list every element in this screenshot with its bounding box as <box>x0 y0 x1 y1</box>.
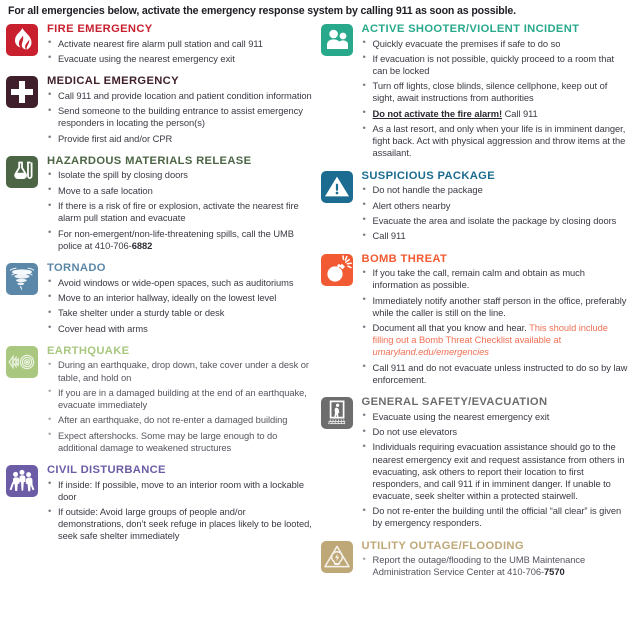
icon-wrap-bomb-threat <box>321 253 357 286</box>
page-banner: For all emergencies below, activate the emergency response system by calling 911 as soon as possible. <box>8 5 516 17</box>
bullet-item: • Evacuate using the nearest emergency exit <box>362 411 629 423</box>
bullet-item: • Call 911 <box>362 230 629 242</box>
section-general-safety-evacuation <box>321 396 629 533</box>
icon-wrap-fire-emergency <box>6 23 42 56</box>
bullet-item: • If you take the call, remain calm and obtain as much information as possible. <box>362 267 629 291</box>
bullet-item: • During an earthquake, drop down, take cover under a desk or table, and hold on <box>47 359 313 383</box>
icon-wrap-active-shooter-violent-incident <box>321 23 357 56</box>
exit-door-icon <box>321 397 353 429</box>
bullet-item: • Do not use elevators <box>362 426 629 438</box>
flame-icon <box>6 24 38 56</box>
bullet-list-civil-disturbance <box>47 479 313 543</box>
icon-wrap-earthquake <box>6 345 42 378</box>
bullet-item: • Call 911 and do not evacuate unless instructed to do so by law enforcement. <box>362 362 629 386</box>
section-body-general-safety-evacuation <box>357 396 629 533</box>
bullet-item: • Cover head with arms <box>47 323 313 335</box>
icon-wrap-tornado <box>6 262 42 295</box>
bullet-list-suspicious-package <box>362 184 629 242</box>
section-civil-disturbance <box>6 464 313 546</box>
flask-icon <box>6 156 38 188</box>
section-body-civil-disturbance <box>42 464 313 546</box>
bullet-item: • As a last resort, and only when your life is in imminent danger, fight back. Act with physical aggression and throw items at the assailant. <box>362 123 629 159</box>
two-people-icon <box>321 24 353 56</box>
bullet-item: • Alert others nearby <box>362 200 629 212</box>
bullet-item: • If you are in a damaged building at the end of an earthquake, evacuate immediately <box>47 387 313 411</box>
bullet-item: • Avoid windows or wide-open spaces, such as auditoriums <box>47 277 313 289</box>
bullet-item: • Expect aftershocks. Some may be large enough to do additional damage to weakened structures <box>47 430 313 454</box>
bullet-list-bomb-threat <box>362 267 629 386</box>
bullet-list-tornado <box>47 277 313 335</box>
section-body-active-shooter-violent-incident <box>357 23 629 163</box>
section-body-medical-emergency <box>42 75 313 148</box>
bullet-list-medical-emergency <box>47 90 313 145</box>
section-title-general-safety-evacuation: GENERAL SAFETY/EVACUATION <box>361 396 548 409</box>
bullet-item: • Evacuate using the nearest emergency exit <box>47 53 313 65</box>
section-utility-outage-flooding <box>321 540 629 582</box>
section-body-fire-emergency <box>42 23 313 68</box>
bullet-item: • If inside: If possible, move to an interior room with a lockable door <box>47 479 313 503</box>
section-hazardous-materials-release <box>6 155 313 255</box>
bullet-item: • Move to an interior hallway, ideally on the lowest level <box>47 292 313 304</box>
section-tornado <box>6 262 313 338</box>
section-title-bomb-threat: BOMB THREAT <box>361 252 448 265</box>
bullet-item: • After an earthquake, do not re-enter a damaged building <box>47 414 313 426</box>
bullet-item: • If outside: Avoid large groups of people and/or demonstrations, don’t seek refuge in places likely to be looted, seek safe shelter immediately <box>47 506 313 542</box>
icon-wrap-general-safety-evacuation <box>321 396 357 429</box>
section-title-utility-outage-flooding: UTILITY OUTAGE/FLOODING <box>361 539 524 552</box>
section-body-hazardous-materials-release <box>42 155 313 255</box>
bullet-item: • If there is a risk of fire or explosion, activate the nearest fire alarm pull station and evacuate <box>47 200 313 224</box>
section-title-fire-emergency: FIRE EMERGENCY <box>47 23 153 35</box>
bullet-item: • Call 911 and provide location and patient condition information <box>47 90 313 102</box>
section-suspicious-package <box>321 170 629 246</box>
two-column-layout <box>6 23 629 589</box>
bullet-item: • Isolate the spill by closing doors <box>47 169 313 181</box>
bomb-icon <box>321 254 353 286</box>
warning-triangle-icon <box>321 171 353 203</box>
bullet-item: • For non-emergent/non-life-threatening spills, call the UMB police at 410-706-6882 <box>47 228 313 252</box>
tornado-icon <box>6 263 38 295</box>
bullet-item: • Provide first aid and/or CPR <box>47 133 313 145</box>
section-medical-emergency <box>6 75 313 148</box>
section-body-suspicious-package <box>357 170 629 246</box>
bullet-item: • If evacuation is not possible, quickly proceed to a room that can be locked <box>362 53 629 77</box>
section-title-active-shooter-violent-incident: ACTIVE SHOOTER/VIOLENT INCIDENT <box>361 23 580 35</box>
bullet-item: • Take shelter under a sturdy table or desk <box>47 307 313 319</box>
bullet-list-active-shooter-violent-incident <box>362 38 629 160</box>
bullet-list-hazardous-materials-release <box>47 169 313 251</box>
bullet-emphasis: 6882 <box>131 240 153 251</box>
section-title-earthquake: EARTHQUAKE <box>47 344 130 357</box>
bullet-item: • Report the outage/flooding to the UMB Maintenance Administration Service Center at 410-706-7570 <box>362 554 629 578</box>
bullet-item: • Document all that you know and hear. This should include filling out a Bomb Threat Checklist available at umaryland.edu/emergencies <box>362 322 629 358</box>
section-bomb-threat <box>321 253 629 390</box>
bullet-item: • Move to a safe location <box>47 185 313 197</box>
medical-cross-icon <box>6 76 38 108</box>
bullet-emphasis[interactable]: umaryland.edu/emergencies <box>372 347 489 358</box>
bullet-list-fire-emergency <box>47 38 313 65</box>
section-title-medical-emergency: MEDICAL EMERGENCY <box>47 75 179 88</box>
bullet-item: • Evacuate the area and isolate the package by closing doors <box>362 215 629 227</box>
bullet-item: • Turn off lights, close blinds, silence cellphone, keep out of sight, await instructions from authorities <box>362 80 629 104</box>
bullet-list-general-safety-evacuation <box>362 411 629 530</box>
left-column <box>6 23 315 553</box>
crowd-people-icon <box>6 465 38 497</box>
bullet-emphasis: This should include filling out a Bomb Threat Checklist available at <box>372 323 608 346</box>
bullet-item: • Activate nearest fire alarm pull station and call 911 <box>47 38 313 50</box>
section-fire-emergency <box>6 23 313 68</box>
section-title-civil-disturbance: CIVIL DISTURBANCE <box>47 464 166 477</box>
bullet-emphasis: Do not activate the fire alarm! <box>372 108 503 119</box>
utility-bulb-icon <box>321 541 353 573</box>
section-body-tornado <box>42 262 313 338</box>
section-earthquake <box>6 345 313 457</box>
section-title-suspicious-package: SUSPICIOUS PACKAGE <box>361 169 496 182</box>
bullet-item: • Do not re-enter the building until the official “all clear” is given by emergency responders. <box>362 505 629 529</box>
icon-wrap-civil-disturbance <box>6 464 42 497</box>
bullet-item: • Send someone to the building entrance to assist emergency responders in locating the person(s) <box>47 105 313 129</box>
bullet-item: • Do not activate the fire alarm! Call 911 <box>362 108 629 120</box>
section-body-bomb-threat <box>357 253 629 390</box>
icon-wrap-medical-emergency <box>6 75 42 108</box>
bullet-list-earthquake <box>47 359 313 454</box>
icon-wrap-utility-outage-flooding <box>321 540 357 573</box>
right-column <box>321 23 629 589</box>
bullet-emphasis: 7570 <box>544 567 565 578</box>
bullet-item: • Quickly evacuate the premises if safe to do so <box>362 38 629 50</box>
section-title-hazardous-materials-release: HAZARDOUS MATERIALS RELEASE <box>47 154 252 167</box>
bullet-item: • Do not handle the package <box>362 184 629 196</box>
section-body-earthquake <box>42 345 313 457</box>
section-title-tornado: TORNADO <box>47 262 106 275</box>
seismic-wave-icon <box>6 346 38 378</box>
bullet-item: • Immediately notify another staff person in the office, preferably while the caller is still on the line. <box>362 295 629 319</box>
icon-wrap-hazardous-materials-release <box>6 155 42 188</box>
section-active-shooter-violent-incident <box>321 23 629 163</box>
bullet-list-utility-outage-flooding <box>362 554 629 578</box>
icon-wrap-suspicious-package <box>321 170 357 203</box>
bullet-item: • Individuals requiring evacuation assistance should go to the nearest emergency exit and request assistance from others in evacuating, ask others to report their location to first responders, and call 911 if in imminent danger. If unable to evacuate, seek shelter within a protected stairwell. <box>362 441 629 502</box>
section-body-utility-outage-flooding <box>357 540 629 582</box>
